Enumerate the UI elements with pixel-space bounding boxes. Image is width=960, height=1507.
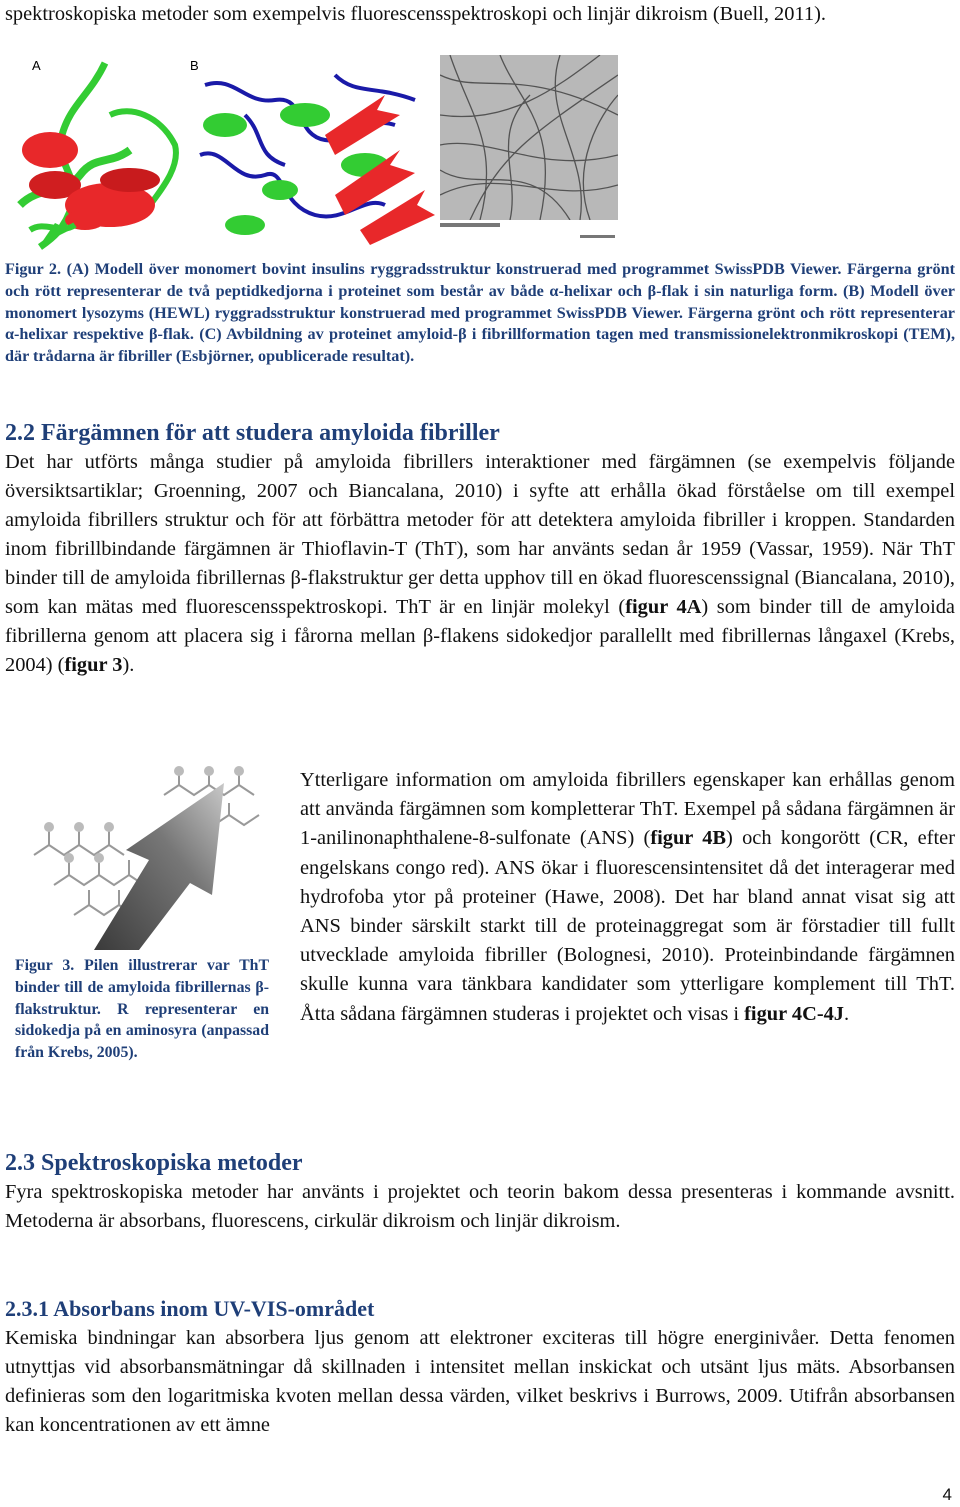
section-2-2-paragraph-2 [300,766,955,1029]
section-heading-2-3: 2.3 Spektroskopiska metoder [5,1150,303,1176]
panel-label-b: B [190,58,199,73]
section-2-2-paragraph-1 [5,448,955,680]
p2-text-a: Ytterligare information om amyloida fibrillers egenskaper kan erhållas genom att använda färgämnen som kompletterar ThT. Exempel på sådana färgämnen är 1-anilinonaphthalene-8-sulfonate (ANS) ( [300,769,955,850]
intro-text: spektroskopiska metoder som exempelvis fluorescensspektroskopi och linjär dikroism (Buell, 2011). [5,3,826,25]
figure-3-reference: figur 3 [64,654,123,676]
p2-text-b: ) och kongorött (CR, efter engelskans congo red). ANS ökar i fluorescensintensitet då det interagerar med hydrofoba ytor på proteiner (Hawe, 2008). Det har bland annat visat sig att ANS binder särskilt starkt till de proteinaggregat som är förstadier till fullt utvecklade amyloida fibriller (Bolognesi, 2010). Proteinbindande färgämnen skulle kunna vara tänkbara kandidater som ytterligare komplement till ThT. Åtta sådana färgämnen studeras i projektet och visas i [300,827,955,1025]
p1-text-a: Det har utförts många studier på amyloida fibrillers interaktioner med färgämnen (se exempelvis följande översiktsartiklar; Groenning, 2007 och Biancalana, 2010) i syfte att erhålla ökad förståelse om till exempel amyloida fibrillers struktur och för att förbättra metoder för att detektera amyloida fibriller i kroppen. Standarden inom fibrillbindande färgämnen är Thioflavin-T (ThT), som har använts sedan år 1959 (Vassar, 1959). När ThT binder till de amyloida fibrillernas β-flakstruktur ger detta upphov till en ökad fluorescenssignal (Biancalana, 2010), som kan mätas med fluorescensspektroskopi. ThT är en linjär molekyl ( [5,451,955,618]
section-heading-2-2: 2.2 Färgämnen för att studera amyloida fibriller [5,420,500,446]
figure-3-tht-binding-diagram [14,765,274,950]
figure-2-caption: Figur 2. (A) Modell över monomert bovint insulins ryggradsstruktur konstruerad med programmet SwissPDB Viewer. Färgerna grönt och rött representerar de två peptidkedjorna i proteinet som består av både α-helixar och β-flak i sin naturliga form. (B) Modell över monomert lysozyms (HEWL) ryggradsstruktur konstruerad med programmet SwissPDB Viewer. Färgerna grönt och rött representerar α-helixar respektive β-flak. (C) Avbildning av proteinet amyloid-β i fibrillformation tagen med transmissionelektronmikroskopi (TEM), där trådarna är fibriller (Esbjörner, opublicerade resultat). [5,260,955,366]
figure-3-caption: Figur 3. Pilen illustrerar var ThT binder till de amyloida fibrillernas β-flakstruktur. R representerar en sidokedja på en aminosyra (anpassad från Krebs, 2005). [15,957,269,1062]
panel-label-a: A [32,58,41,73]
p1-text-c: ). [122,654,135,676]
section-2-3-1-paragraph: Kemiska bindningar kan absorbera ljus genom att elektroner exciteras till högre energinivåer. Detta fenomen utnyttjas vid absorbansmätningar då skillnaden i intensitet mellan inskickat och utsänt ljus mäts. Absorbansen definieras som den logaritmiska kvoten mellan dessa värden, vilket beskrivs i Burrows, 2009. Utifrån absorbansen kan koncentrationen av ett ämne [5,1327,955,1436]
figure-4a-reference: figur 4A [625,596,702,618]
figure-4c-4j-reference: figur 4C-4J [744,1002,844,1025]
insulin-ribbon-model [10,55,185,250]
tem-fibril-image [440,55,618,250]
p1-text-b: ) som binder till de amyloida fibrillerna genom att placera sig i fårorna mellan β-flakens sidokedjor parallellt med fibrillernas långaxel (Krebs, 2004) ( [5,596,955,676]
p2-text-c: . [844,1002,850,1025]
page-number: 4 [942,1485,952,1504]
figure-4b-reference: figur 4B [650,827,727,850]
section-2-3-paragraph: Fyra spektroskopiska metoder har använts i projektet och teorin bakom dessa presenteras i kommande avsnitt. Metoderna är absorbans, fluorescens, cirkulär dikroism och linjär dikroism. [5,1181,955,1232]
section-heading-2-3-1: 2.3.1 Absorbans inom UV-VIS-området [5,1296,375,1321]
lysozyme-ribbon-model [185,55,440,250]
